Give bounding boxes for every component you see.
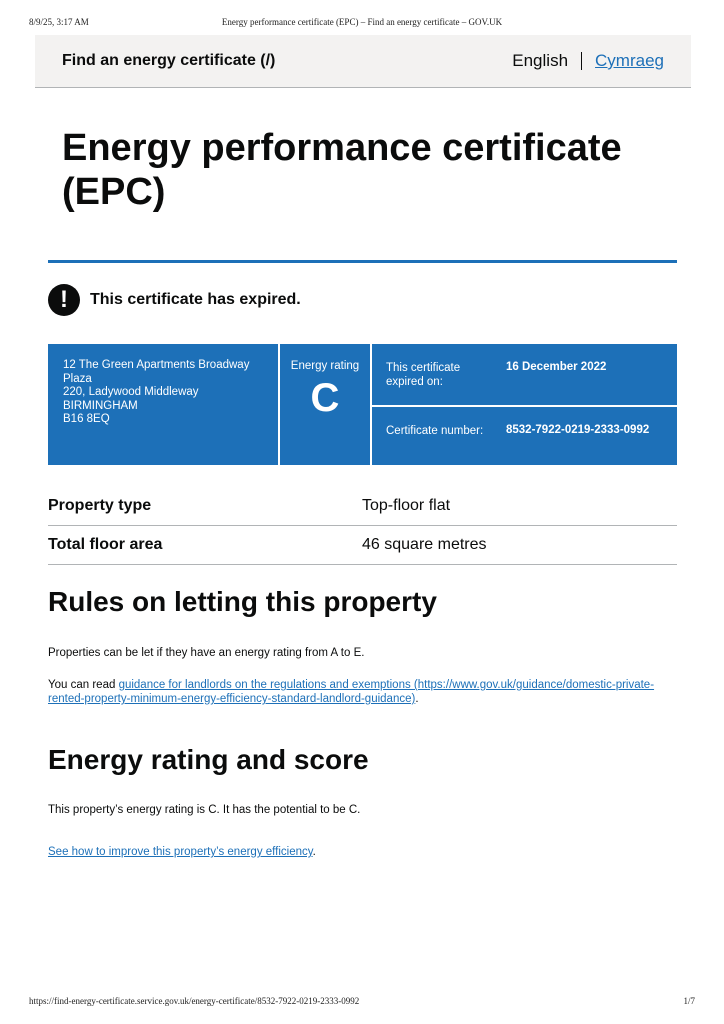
service-header	[35, 35, 691, 88]
score-heading: Energy rating and score	[48, 744, 369, 775]
lang-separator	[581, 52, 582, 70]
print-url: https://find-energy-certificate.service.gov.uk/energy-certificate/8532-7922-0219-2333-0992	[29, 996, 360, 1006]
certificate-summary-box	[48, 344, 677, 465]
guidance-suffix: .	[415, 693, 419, 705]
address-line: 220, Ladywood Middleway	[63, 386, 199, 398]
improve-suffix: .	[312, 846, 316, 858]
lang-english: English	[512, 51, 569, 70]
certificate-number-value: 8532-7922-0219-2333-0992	[506, 424, 650, 436]
service-name-link[interactable]: Find an energy certificate (/)	[62, 52, 276, 69]
address-line: B16 8EQ	[63, 413, 110, 425]
print-datetime: 8/9/25, 3:17 AM	[29, 17, 89, 27]
summary-key: Total floor area	[48, 536, 163, 553]
expiry-label: This certificate expired on:	[386, 362, 461, 388]
lang-welsh-link[interactable]: Cymraeg	[595, 51, 664, 70]
page-title: Energy performance certificate (EPC)	[62, 127, 622, 213]
language-switcher	[512, 51, 664, 71]
address-line: Plaza	[63, 372, 92, 385]
landlord-guidance-link[interactable]: guidance for landlords on the regulations and exemptions (https://www.gov.uk/guidance/domestic-private-rented-property-minimum-energy-efficiency-standard-landlord-guidance)	[48, 679, 655, 705]
summary-row	[48, 487, 677, 526]
summary-row	[48, 526, 677, 565]
improve-paragraph	[48, 845, 668, 859]
property-address	[48, 344, 278, 465]
energy-rating-label: Energy rating	[290, 360, 360, 372]
guidance-prefix: You can read	[48, 679, 119, 691]
expiry-cell	[372, 344, 677, 405]
expired-warning	[48, 284, 301, 316]
summary-key: Property type	[48, 497, 152, 514]
energy-rating-cell	[280, 344, 370, 465]
print-page-title: Energy performance certificate (EPC) – Find an energy certificate – GOV.UK	[221, 17, 503, 27]
certificate-number-label: Certificate number:	[386, 425, 484, 437]
address-line: BIRMINGHAM	[63, 399, 138, 412]
warning-text: This certificate has expired.	[90, 291, 301, 308]
print-footer	[29, 996, 695, 1008]
warning-icon: !	[48, 284, 80, 316]
rules-heading: Rules on letting this property	[48, 586, 437, 617]
print-header	[29, 17, 695, 31]
summary-value: Top-floor flat	[362, 497, 451, 514]
rules-paragraph: Properties can be let if they have an energy rating from A to E.	[48, 647, 365, 659]
certificate-number-cell	[372, 407, 677, 465]
improve-efficiency-link[interactable]: See how to improve this property’s energy efficiency	[48, 846, 313, 858]
address-line: 12 The Green Apartments Broadway	[63, 359, 250, 371]
print-page-number: 1/7	[683, 996, 695, 1006]
summary-value: 46 square metres	[362, 536, 487, 553]
energy-rating-letter: C	[310, 376, 340, 420]
rules-guidance-paragraph	[48, 678, 668, 706]
expiry-date: 16 December 2022	[506, 361, 607, 373]
property-summary-list	[48, 487, 677, 565]
score-paragraph: This property’s energy rating is C. It has the potential to be C.	[48, 804, 361, 816]
title-divider	[48, 260, 677, 263]
